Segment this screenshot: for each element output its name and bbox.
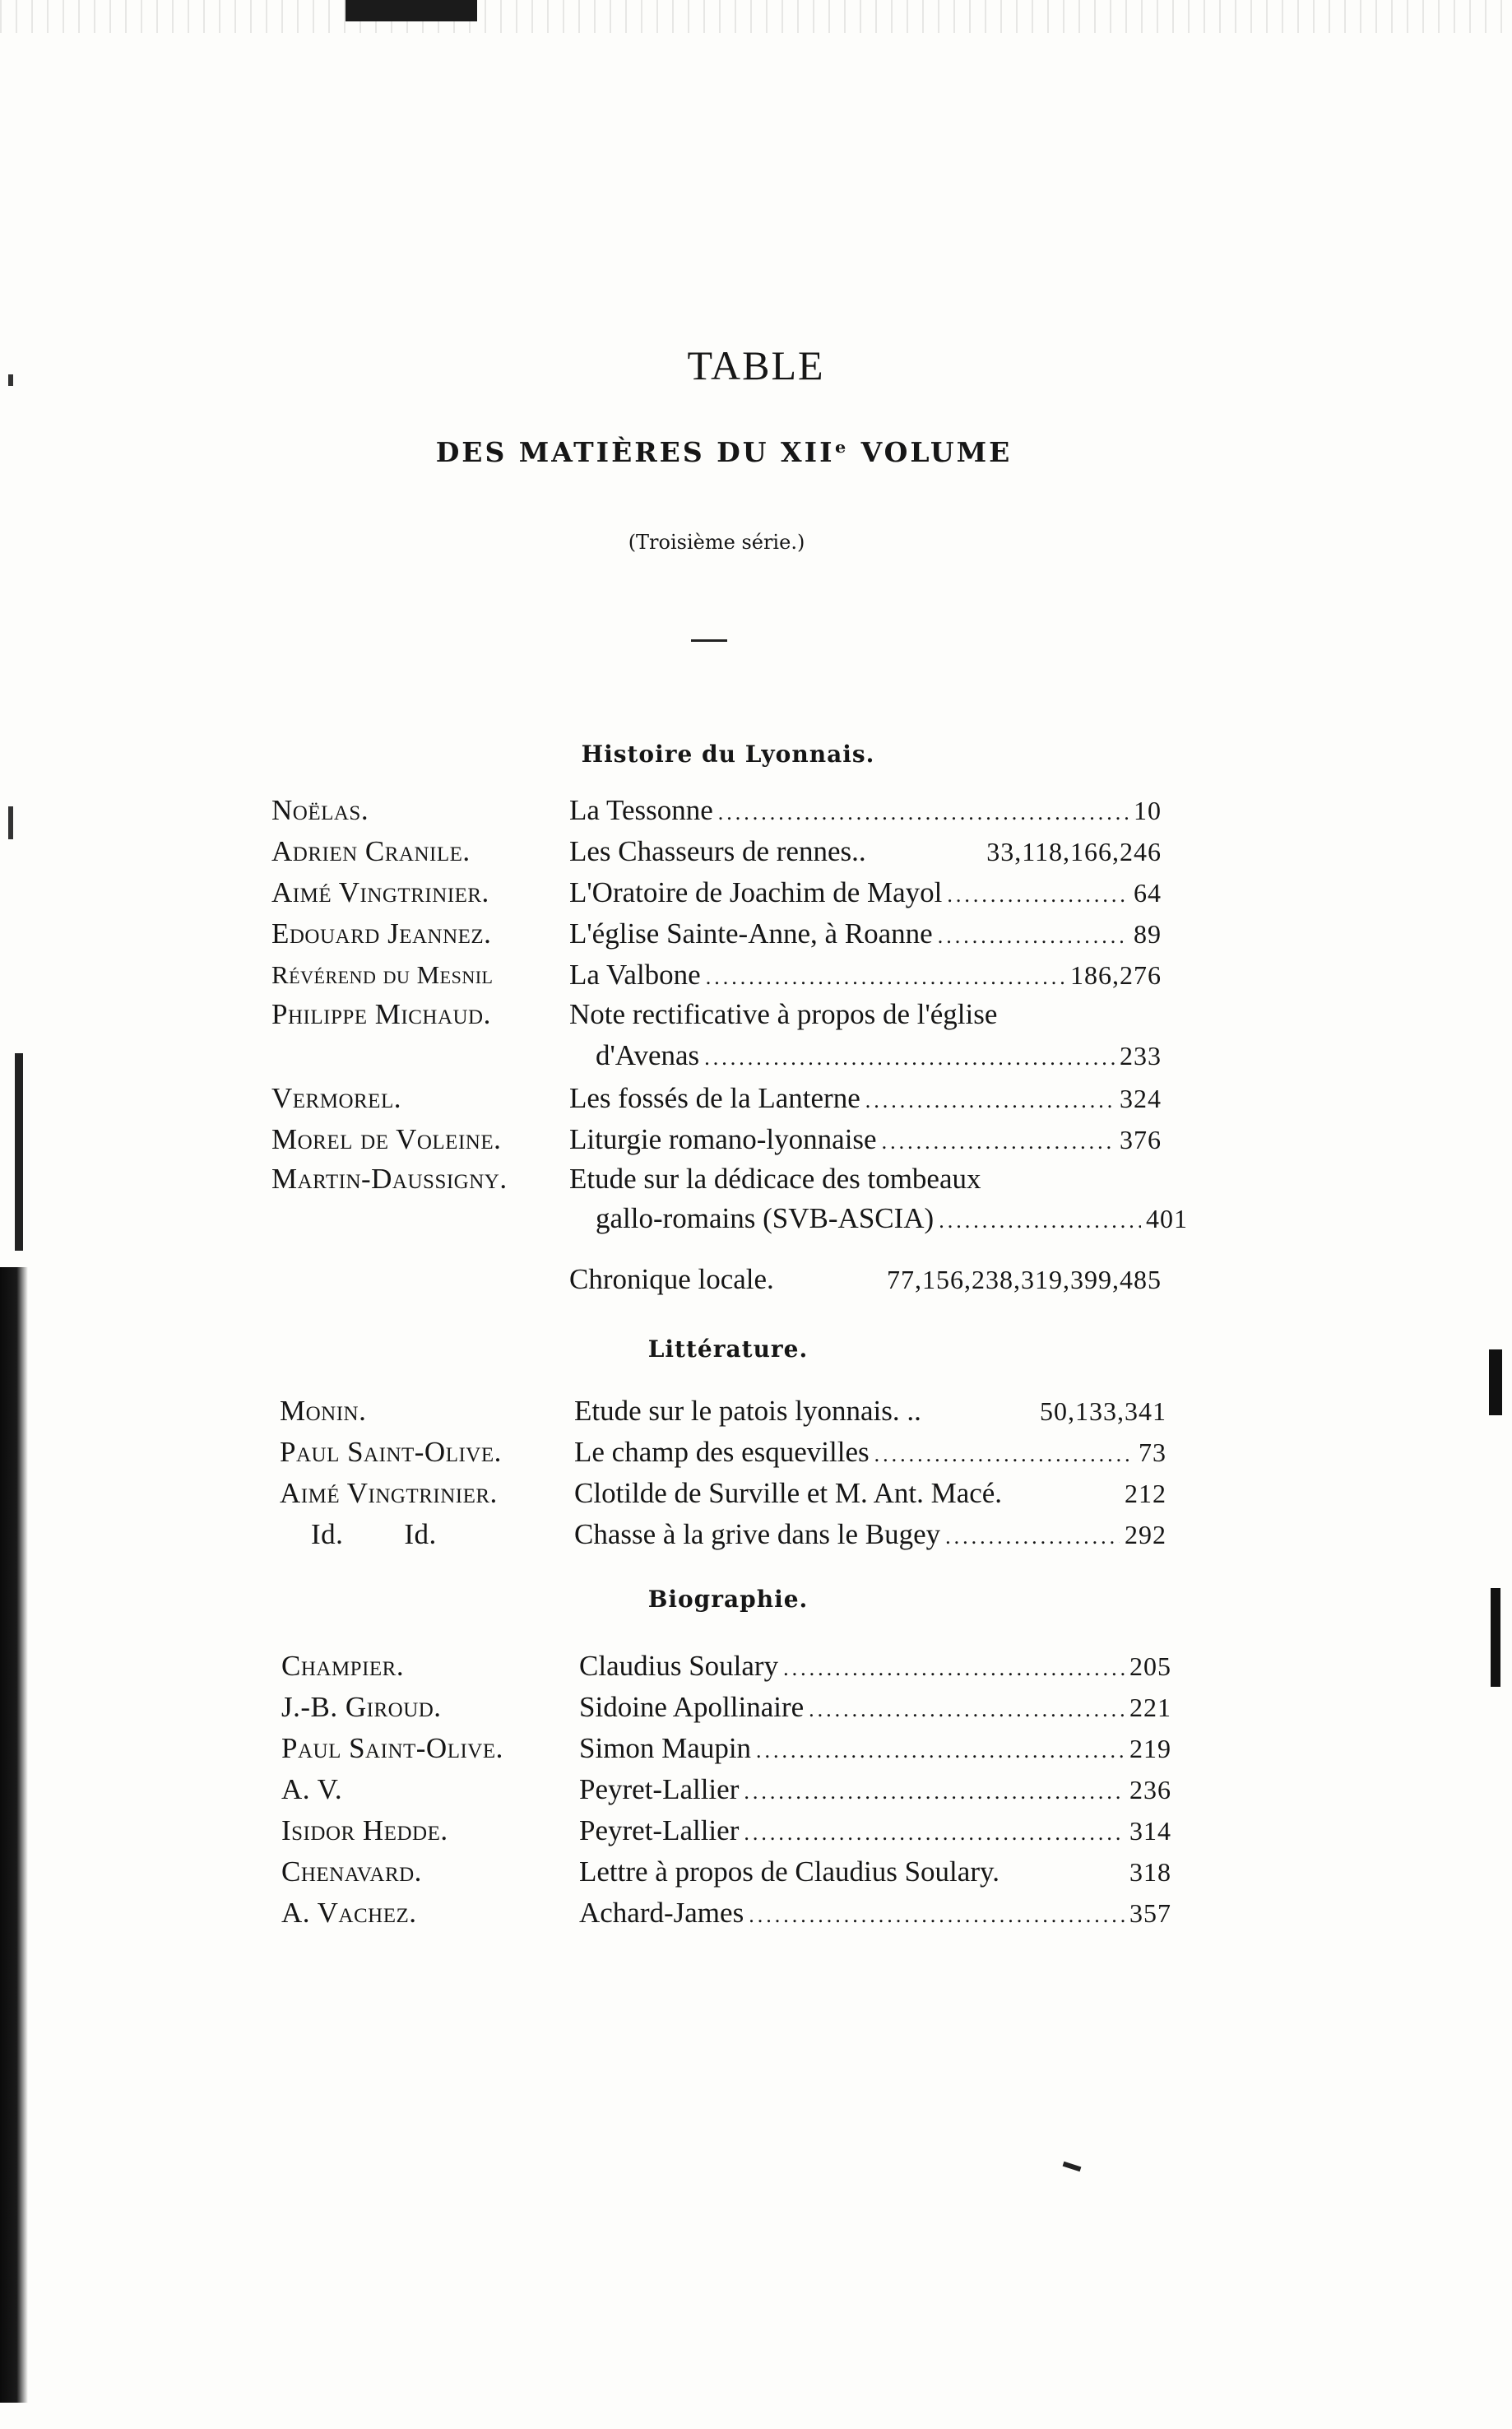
- entry-title: La Valbone: [569, 959, 701, 991]
- dot-leader: [744, 1814, 1125, 1852]
- entry-title: Les fossés de la Lanterne: [569, 1082, 860, 1114]
- scan-edge-left-upper: [15, 1053, 23, 1251]
- entry-author: Monin.: [280, 1395, 367, 1427]
- entry-title: Le champ des esquevilles: [574, 1436, 870, 1468]
- entry-title: Simon Maupin: [579, 1732, 752, 1764]
- entry-title: Achard-James: [579, 1897, 744, 1929]
- entry-pages: 212: [1125, 1479, 1166, 1508]
- scan-noise-top: [0, 0, 1512, 33]
- scan-edge-left: [0, 1267, 28, 2403]
- entry-line: [579, 1771, 1171, 1811]
- entry-line: [569, 996, 1162, 1033]
- scan-mark-right: [1489, 1349, 1502, 1415]
- entry-author: Adrien Cranile.: [271, 835, 471, 867]
- entry-pages: 401: [1146, 1204, 1188, 1233]
- entry-author: Révérend du Mesnil: [271, 960, 494, 989]
- dot-leader: [945, 1518, 1120, 1556]
- dot-leader: [809, 1691, 1125, 1729]
- entry-pages: 77,156,238,319,399,485: [887, 1265, 1162, 1294]
- entry-title: Les Chasseurs de rennes..: [569, 835, 866, 867]
- entry-author: Morel de Voleine.: [271, 1123, 502, 1155]
- entry-title: Note rectificative à propos de l'église: [569, 998, 998, 1030]
- entry-pages: 10: [1134, 796, 1162, 825]
- entry-line: [579, 1853, 1171, 1893]
- scan-speck: [8, 806, 13, 839]
- entry-author: Vermorel.: [271, 1082, 401, 1114]
- entry-line: [569, 792, 1162, 832]
- entry-author: Aimé Vingtrinier.: [271, 876, 489, 908]
- entry-title: Chasse à la grive dans le Bugey: [574, 1518, 941, 1550]
- section-heading-biographie: Biographie.: [647, 1586, 809, 1613]
- entry-line: [569, 1080, 1162, 1120]
- entry-line: [569, 874, 1162, 914]
- entry-line: [574, 1392, 1166, 1433]
- dot-leader: [704, 1039, 1115, 1077]
- entry-pages: 357: [1129, 1898, 1171, 1928]
- entry-pages: 292: [1125, 1520, 1166, 1549]
- entry-title: Etude sur le patois lyonnais. ..: [574, 1395, 921, 1427]
- entry-line: [569, 1261, 1162, 1301]
- dot-leader: [718, 794, 1129, 832]
- entry-title: d'Avenas: [596, 1039, 700, 1071]
- entry-author: Philippe Michaud.: [271, 998, 491, 1030]
- entry-line: [574, 1433, 1166, 1474]
- entry-pages: 219: [1129, 1734, 1171, 1763]
- dot-leader: [744, 1773, 1125, 1811]
- entry-pages: 233: [1120, 1041, 1162, 1071]
- entry-author: A. Vachez.: [281, 1897, 417, 1929]
- entry-author: Aimé Vingtrinier.: [280, 1477, 498, 1509]
- entry-line: [569, 956, 1162, 996]
- section-heading-litterature: Littérature.: [647, 1335, 809, 1363]
- entry-author: Champier.: [281, 1650, 405, 1682]
- entry-title: Etude sur la dédicace des tombeaux: [569, 1163, 981, 1195]
- dot-leader: [947, 876, 1129, 914]
- entry-pages: 205: [1129, 1651, 1171, 1681]
- entry-line: [569, 1121, 1162, 1161]
- entry-line: [579, 1647, 1171, 1688]
- entry-author: Chenavard.: [281, 1855, 422, 1888]
- entry-title: L'Oratoire de Joachim de Mayol: [569, 876, 943, 908]
- entry-pages: 314: [1129, 1816, 1171, 1846]
- entry-author: Noëlas.: [271, 794, 369, 826]
- entry-title: Liturgie romano-lyonnaise: [569, 1123, 877, 1155]
- entry-title: La Tessonne: [569, 794, 713, 826]
- entry-pages: 186,276: [1070, 960, 1162, 990]
- entry-line: [574, 1475, 1166, 1515]
- separator-rule: [691, 639, 727, 642]
- entry-author: Id. Id.: [311, 1518, 437, 1550]
- entry-title: Peyret-Lallier: [579, 1773, 740, 1805]
- entry-pages: 64: [1134, 878, 1162, 908]
- entry-line: [569, 833, 1162, 873]
- entry-pages: 50,133,341: [1040, 1396, 1166, 1426]
- entry-title: Clotilde de Surville et M. Ant. Macé.: [574, 1477, 1003, 1509]
- entry-title: Chronique locale.: [569, 1263, 774, 1295]
- entry-line: [579, 1812, 1171, 1852]
- entry-line: [579, 1894, 1171, 1934]
- entry-title: Lettre à propos de Claudius Soulary.: [579, 1855, 999, 1888]
- entry-pages: 324: [1120, 1084, 1162, 1113]
- page-title: TABLE: [687, 342, 825, 388]
- entry-title: L'église Sainte-Anne, à Roanne: [569, 917, 933, 950]
- dot-leader: [865, 1082, 1115, 1120]
- dot-leader: [874, 1436, 1134, 1474]
- dot-leader: [938, 917, 1129, 955]
- dot-leader: [783, 1650, 1125, 1688]
- entry-title: Peyret-Lallier: [579, 1814, 740, 1846]
- entry-author: A. V.: [281, 1773, 343, 1805]
- entry-pages: 221: [1129, 1693, 1171, 1722]
- dot-leader: [882, 1123, 1115, 1161]
- entry-pages: 73: [1139, 1437, 1166, 1467]
- entry-pages: 236: [1129, 1775, 1171, 1804]
- entry-title: gallo-romains (SVB-ASCIA): [596, 1202, 935, 1234]
- entry-author: Martin-Daussigny.: [271, 1163, 508, 1195]
- page-subtitle: DES MATIÈRES DU XIIᵉ VOLUME: [435, 436, 1013, 468]
- dot-leader: [706, 959, 1065, 996]
- entry-line: [569, 915, 1162, 955]
- scan-mark-right-lower: [1491, 1588, 1500, 1687]
- entry-author: Paul Saint-Olive.: [280, 1436, 502, 1468]
- entry-line: [579, 1688, 1171, 1729]
- entry-author: Paul Saint-Olive.: [281, 1732, 503, 1764]
- section-heading-histoire: Histoire du Lyonnais.: [581, 741, 875, 768]
- entry-author: Edouard Jeannez.: [271, 917, 492, 950]
- entry-title: Sidoine Apollinaire: [579, 1691, 805, 1723]
- entry-line: [569, 1037, 1162, 1077]
- scan-speck: [1063, 2162, 1082, 2172]
- entry-title: Claudius Soulary: [579, 1650, 779, 1682]
- entry-author: Isidor Hedde.: [281, 1814, 448, 1846]
- entry-pages: 33,118,166,246: [986, 837, 1162, 866]
- entry-line: [579, 1730, 1171, 1770]
- scan-mark-top: [346, 0, 477, 21]
- entry-pages: 318: [1129, 1857, 1171, 1887]
- entry-line: [569, 1200, 1188, 1240]
- entry-pages: 89: [1134, 919, 1162, 949]
- dot-leader: [749, 1897, 1125, 1934]
- entry-author: J.-B. Giroud.: [281, 1691, 442, 1723]
- dot-leader: [939, 1202, 1141, 1240]
- entry-line: [569, 1160, 1162, 1198]
- dot-leader: [756, 1732, 1125, 1770]
- entry-pages: 376: [1120, 1125, 1162, 1154]
- series-note: (Troisième série.): [628, 531, 805, 554]
- entry-line: [574, 1516, 1166, 1556]
